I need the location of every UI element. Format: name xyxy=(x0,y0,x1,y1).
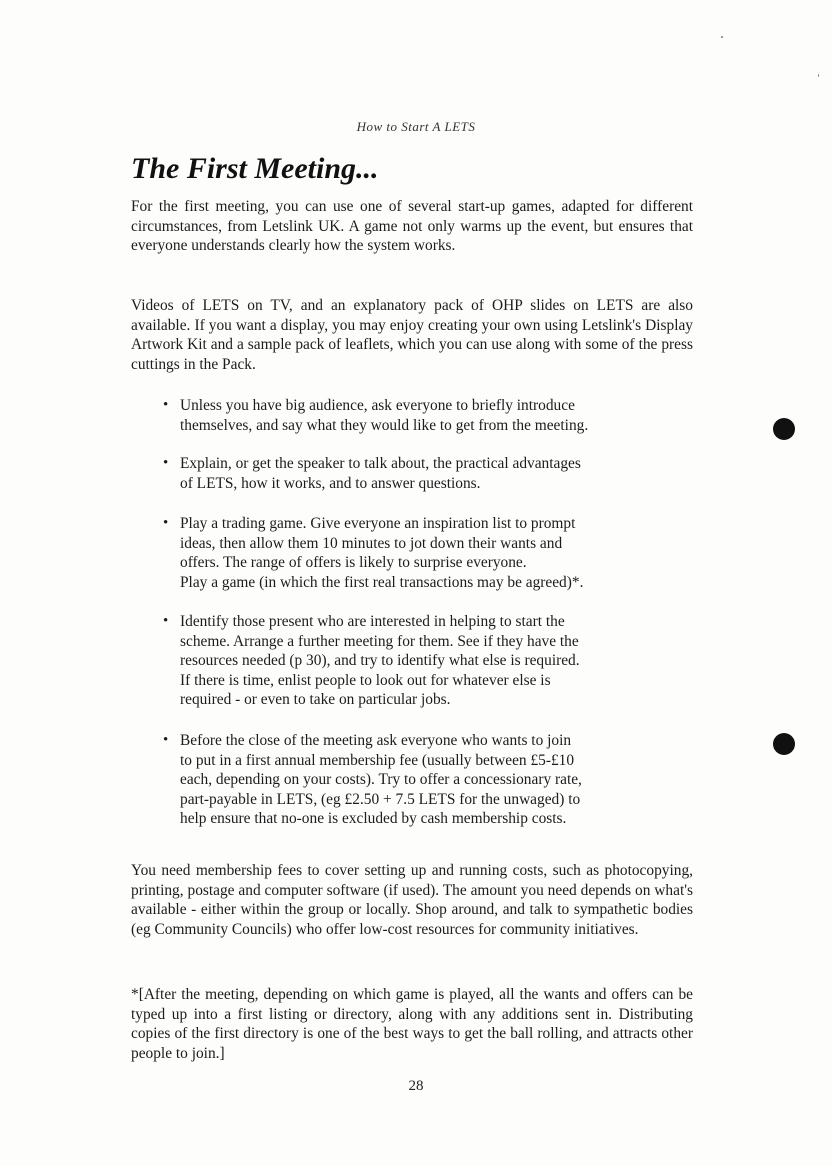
list-item-line: required - or even to take on particular jobs. xyxy=(180,691,451,709)
list-item-line: of LETS, how it works, and to answer questions. xyxy=(180,474,481,492)
list-item-line: Play a trading game. Give everyone an inspiration list to prompt xyxy=(180,515,576,532)
list-item-line: offers. The range of offers is likely to surprise everyone. xyxy=(180,554,527,572)
list-item xyxy=(163,396,588,435)
list-item xyxy=(163,612,580,710)
bullet-icon: • xyxy=(163,397,169,413)
list-item-line: Unless you have big audience, ask everyone to briefly introduce xyxy=(180,397,575,414)
list-item-line: resources needed (p 30), and try to identify what else is required. xyxy=(180,652,580,670)
list-item-line: help ensure that no-one is excluded by cash membership costs. xyxy=(180,810,567,828)
bullet-icon: • xyxy=(163,515,169,531)
list-item-line: Explain, or get the speaker to talk about, the practical advantages xyxy=(180,455,581,472)
list-item-line: scheme. Arrange a further meeting for them. See if they have the xyxy=(180,632,579,650)
scan-speck xyxy=(721,36,723,38)
resources-paragraph: Videos of LETS on TV, and an explanatory pack of OHP slides on LETS are also available. If you want a display, you may enjoy creating your own using Letslink's Display Artwork Kit and a sample pack of leaflets, which you can use along with some of the press cuttings in the Pack. xyxy=(131,297,693,373)
list-item-line: Before the close of the meeting ask everyone who wants to join xyxy=(180,732,572,749)
list-item-line: Identify those present who are interested in helping to start the xyxy=(180,613,565,630)
list-item xyxy=(163,514,583,592)
punch-hole-icon xyxy=(773,733,795,755)
list-item-line: ideas, then allow them 10 minutes to jot down their wants and xyxy=(180,534,563,552)
list-item-line: to put in a first annual membership fee (usually between £5-£10 xyxy=(180,751,575,769)
running-header: How to Start A LETS xyxy=(356,119,476,134)
list-item-line: part-payable in LETS, (eg £2.50 + 7.5 LETS for the unwaged) to xyxy=(180,790,581,808)
bullet-icon: • xyxy=(163,732,169,748)
list-item-line: each, depending on your costs). Try to offer a concessionary rate, xyxy=(180,771,582,789)
membership-fees-paragraph: You need membership fees to cover setting up and running costs, such as photocopying, printing, postage and computer software (if used). The amount you need depends on what's available - either within the group or locally. Shop around, and talk to sympathetic bodies (eg Community Councils) who offer low-cost resources for community initiatives. xyxy=(131,862,693,938)
page-number: 28 xyxy=(408,1078,424,1094)
list-item-line: themselves, and say what they would like to get from the meeting. xyxy=(180,416,589,434)
page-title: The First Meeting... xyxy=(131,152,379,185)
punch-hole-icon xyxy=(773,418,795,440)
list-item xyxy=(163,731,582,829)
list-item xyxy=(163,454,581,493)
bullet-icon: • xyxy=(163,455,169,471)
scan-speck xyxy=(818,74,819,77)
list-item-line: If there is time, enlist people to look out for whatever else is xyxy=(180,671,551,689)
footnote-paragraph: *[After the meeting, depending on which game is played, all the wants and offers can be typed up into a first listing or directory, along with any additions sent in. Distributing copies of the first directory is one of the best ways to get the ball rolling, and attracts other people to join.] xyxy=(131,986,693,1062)
bullet-icon: • xyxy=(163,613,169,629)
list-item-line: Play a game (in which the first real transactions may be agreed)*. xyxy=(180,573,584,591)
intro-paragraph: For the first meeting, you can use one of several start-up games, adapted for different circumstances, from Letslink UK. A game not only warms up the event, but ensures that everyone understands clearly how the system works. xyxy=(131,198,693,255)
